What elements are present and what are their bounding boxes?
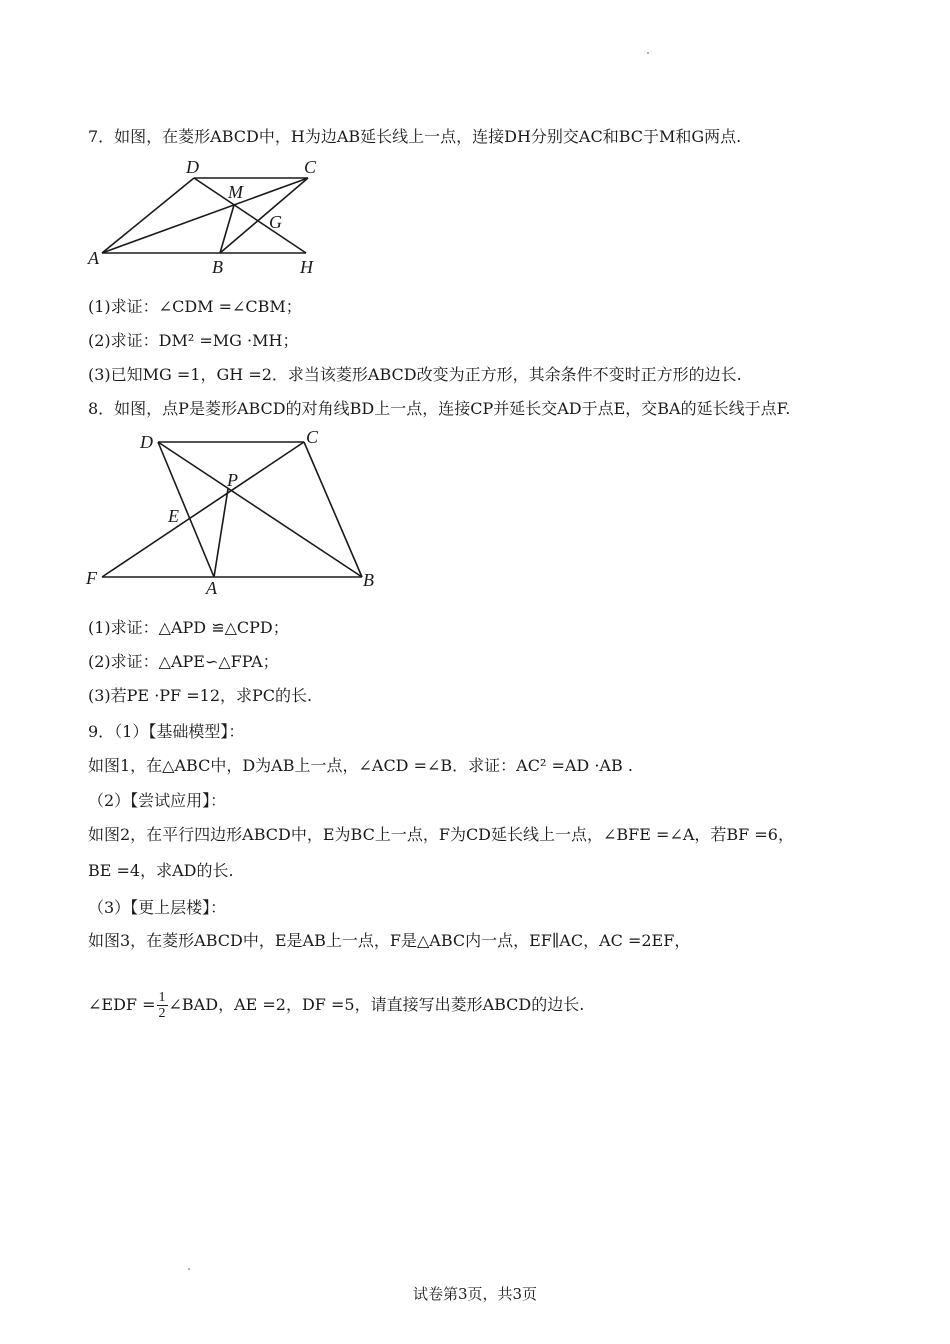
q9-line1: 如图1，在△ABC中，D为AB上一点，∠ACD =∠B．求证：AC² =AD ·AB . — [88, 756, 633, 775]
page-footer: 试卷第3页，共3页 — [412, 1285, 538, 1303]
q9-line5 — [88, 985, 584, 1025]
q7-seg-AD — [102, 178, 194, 253]
q7-seg-DH — [194, 178, 306, 253]
fraction-numerator: 1 — [158, 990, 166, 1005]
q7-label-A: A — [88, 248, 99, 268]
q8-label-E: E — [168, 506, 179, 526]
q8-part2: (2)求证：△APE∽△FPA； — [88, 652, 279, 671]
q8-figure — [82, 426, 392, 596]
q8-part3: (3)若PE ·PF =12，求PC的长. — [88, 686, 313, 705]
q8-label-D: D — [140, 432, 153, 452]
q9-line5-post: ∠BAD，AE =2，DF =5，请直接写出菱形ABCD的边长. — [168, 995, 585, 1014]
scan-dot-top — [647, 52, 649, 54]
q7-part3: (3)已知MG =1，GH =2．求当该菱形ABCD改变为正方形，其余条件不变时正方形的边长. — [88, 365, 742, 384]
q9-title: 9．（1）【基础模型】： — [88, 722, 245, 741]
q8-label-F: F — [86, 568, 97, 588]
q7-label-B: B — [212, 257, 223, 276]
fraction-denominator: 2 — [158, 1006, 166, 1021]
q7-label-G: G — [269, 212, 282, 232]
fraction-one-half — [157, 990, 168, 1021]
q8-seg-DA — [158, 442, 214, 577]
q9-line2: 如图2，在平行四边形ABCD中，E为BC上一点，F为CD延长线上一点，∠BFE =∠A，若BF =6， — [88, 825, 794, 844]
q7-stem: 7．如图，在菱形ABCD中，H为边AB延长线上一点，连接DH分别交AC和BC于M和G两点. — [88, 127, 742, 146]
q8-stem: 8．如图，点P是菱形ABCD的对角线BD上一点，连接CP并延长交AD于点E，交BA的延长线于点F. — [88, 399, 791, 418]
q7-seg-BM — [220, 205, 234, 253]
q7-label-H: H — [300, 257, 313, 276]
q8-label-P: P — [227, 470, 238, 490]
q8-label-A: A — [206, 578, 217, 596]
q8-seg-DB — [158, 442, 362, 577]
q8-seg-CB — [304, 442, 362, 577]
q7-part2: (2)求证：DM² =MG ·MH； — [88, 331, 299, 350]
q9-heading2: （2）【尝试应用】： — [88, 791, 227, 810]
q9-line3: BE =4，求AD的长. — [88, 861, 234, 880]
q7-part1: (1)求证：∠CDM =∠CBM； — [88, 297, 302, 316]
scan-dot-bottom — [188, 1268, 190, 1270]
q7-label-D: D — [186, 157, 199, 177]
q9-heading3: （3）【更上层楼】： — [88, 898, 227, 917]
q7-label-C: C — [304, 157, 317, 177]
q8-label-C: C — [306, 427, 319, 447]
q9-line5-pre: ∠EDF = — [88, 995, 156, 1014]
q7-figure — [82, 156, 342, 276]
q9-line4: 如图3，在菱形ABCD中，E是AB上一点，F是△ABC内一点，EF∥AC，AC =2EF， — [88, 931, 691, 950]
q8-seg-CF — [102, 442, 304, 577]
q8-label-B: B — [363, 570, 374, 590]
q8-seg-PA — [214, 489, 228, 577]
q7-label-M: M — [228, 182, 243, 202]
q8-part1: (1)求证：△APD ≌△CPD； — [88, 618, 289, 637]
